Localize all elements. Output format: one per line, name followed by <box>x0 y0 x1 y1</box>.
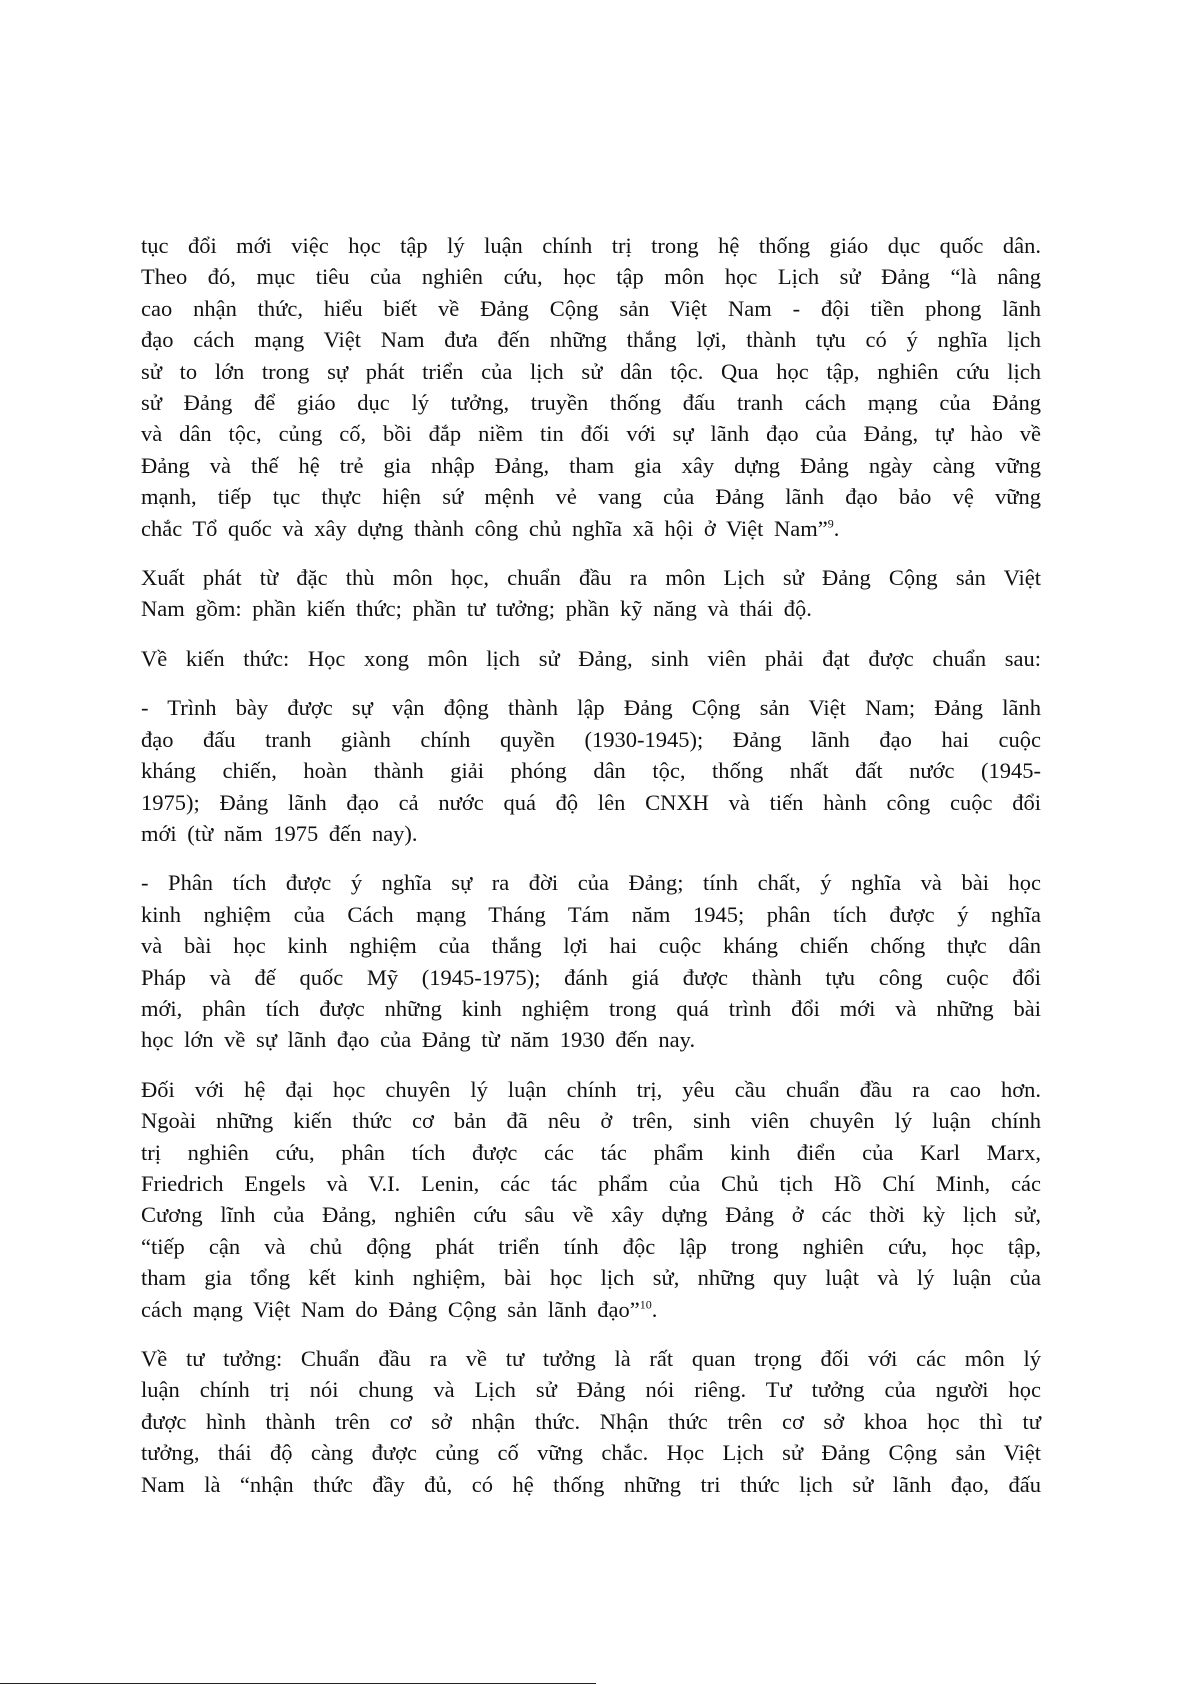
line-text: Cương lĩnh của Đảng, nghiên cứu sâu về xây dựng Đảng ở các thời kỳ lịch sử, <box>141 1202 1041 1228</box>
line-text: Pháp và đế quốc Mỹ (1945-1975); đánh giá được thành tựu công cuộc đổi <box>141 964 1041 990</box>
text-line <box>141 867 1041 898</box>
text-line <box>141 1406 1041 1437</box>
footnote-separator <box>0 1683 596 1684</box>
text-line <box>141 930 1041 961</box>
text-line <box>141 356 1041 387</box>
line-text: kháng chiến, hoàn thành giải phóng dân tộc, thống nhất đất nước (1945- <box>141 758 1041 784</box>
document-body <box>141 230 1041 1518</box>
line-text: Theo đó, mục tiêu của nghiên cứu, học tập môn học Lịch sử Đảng “là nâng <box>141 264 1041 290</box>
line-text: tưởng, thái độ càng được củng cố vững chắc. Học Lịch sử Đảng Cộng sản Việt <box>141 1440 1041 1466</box>
text-line <box>141 1024 1041 1055</box>
paragraph <box>141 867 1041 1055</box>
paragraph <box>141 643 1041 674</box>
line-text: được hình thành trên cơ sở nhận thức. Nhận thức trên cơ sở khoa học thì tư <box>141 1408 1041 1434</box>
line-text: mới, phân tích được những kinh nghiệm trong quá trình đổi mới và những bài <box>141 995 1041 1021</box>
text-line <box>141 387 1041 418</box>
text-line <box>141 1199 1041 1230</box>
paragraph <box>141 1074 1041 1325</box>
text-line <box>141 818 1041 849</box>
text-line <box>141 1074 1041 1105</box>
line-text: - Phân tích được ý nghĩa sự ra đời của Đảng; tính chất, ý nghĩa và bài học <box>141 870 1041 896</box>
line-text: cao nhận thức, hiểu biết về Đảng Cộng sản Việt Nam - đội tiền phong lãnh <box>141 295 1041 321</box>
line-text: tham gia tổng kết kinh nghiệm, bài học lịch sử, những quy luật và lý luận của <box>141 1265 1041 1291</box>
line-text: Xuất phát từ đặc thù môn học, chuẩn đầu ra môn Lịch sử Đảng Cộng sản Việt <box>141 565 1041 591</box>
text-line <box>141 593 1041 624</box>
line-text: Đối với hệ đại học chuyên lý luận chính trị, yêu cầu chuẩn đầu ra cao hơn. <box>141 1076 1041 1102</box>
text-line <box>141 1231 1041 1262</box>
line-text: sử Đảng để giáo dục lý tưởng, truyền thống đấu tranh cách mạng của Đảng <box>141 390 1041 416</box>
line-text: đạo đấu tranh giành chính quyền (1930-1945); Đảng lãnh đạo hai cuộc <box>141 726 1041 752</box>
line-text: Friedrich Engels và V.I. Lenin, các tác phẩm của Chủ tịch Hồ Chí Minh, các <box>141 1170 1041 1196</box>
text-line <box>141 993 1041 1024</box>
text-line <box>141 481 1041 512</box>
text-line <box>141 1469 1041 1500</box>
trailing-punctuation: . <box>833 515 840 541</box>
line-text: mới (từ năm 1975 đến nay). <box>141 820 418 846</box>
footnote-reference: 9 <box>827 516 834 531</box>
line-text: sử to lớn trong sự phát triển của lịch sử dân tộc. Qua học tập, nghiên cứu lịch <box>141 358 1041 384</box>
text-line <box>141 1168 1041 1199</box>
line-text: học lớn về sự lãnh đạo của Đảng từ năm 1930 đến nay. <box>141 1027 696 1053</box>
text-line <box>141 899 1041 930</box>
footnote-reference: 10 <box>639 1297 652 1312</box>
text-line <box>141 755 1041 786</box>
line-text: Nam là “nhận thức đầy đủ, có hệ thống những tri thức lịch sử lãnh đạo, đấu <box>141 1471 1041 1497</box>
line-text: Đảng và thế hệ trẻ gia nhập Đảng, tham gia xây dựng Đảng ngày càng vững <box>141 452 1041 478</box>
paragraph <box>141 1343 1041 1500</box>
line-text: kinh nghiệm của Cách mạng Tháng Tám năm 1945; phân tích được ý nghĩa <box>141 901 1041 927</box>
line-text: đạo cách mạng Việt Nam đưa đến những thắng lợi, thành tựu có ý nghĩa lịch <box>141 327 1041 353</box>
line-text: trị nghiên cứu, phân tích được các tác phẩm kinh điển của Karl Marx, <box>141 1139 1041 1165</box>
text-line <box>141 293 1041 324</box>
line-text: luận chính trị nói chung và Lịch sử Đảng nói riêng. Tư tưởng của người học <box>141 1377 1041 1403</box>
line-text: Ngoài những kiến thức cơ bản đã nêu ở trên, sinh viên chuyên lý luận chính <box>141 1108 1041 1134</box>
paragraph <box>141 692 1041 849</box>
text-line <box>141 1137 1041 1168</box>
paragraph <box>141 562 1041 625</box>
line-text: 1975); Đảng lãnh đạo cả nước quá độ lên CNXH và tiến hành công cuộc đổi <box>141 789 1041 815</box>
line-text: - Trình bày được sự vận động thành lập Đảng Cộng sản Việt Nam; Đảng lãnh <box>141 695 1041 721</box>
text-line <box>141 450 1041 481</box>
text-line <box>141 324 1041 355</box>
line-text: và dân tộc, củng cố, bồi đắp niềm tin đối với sự lãnh đạo của Đảng, tự hào về <box>141 421 1041 447</box>
text-line <box>141 724 1041 755</box>
line-text: Về kiến thức: Học xong môn lịch sử Đảng, sinh viên phải đạt được chuẩn sau: <box>141 645 1041 671</box>
text-line <box>141 562 1041 593</box>
text-line <box>141 513 1041 544</box>
text-line <box>141 1105 1041 1136</box>
line-text: tục đổi mới việc học tập lý luận chính trị trong hệ thống giáo dục quốc dân. <box>141 233 1041 258</box>
text-line <box>141 261 1041 292</box>
text-line <box>141 418 1041 449</box>
line-text: và bài học kinh nghiệm của thắng lợi hai cuộc kháng chiến chống thực dân <box>141 933 1041 959</box>
trailing-punctuation: . <box>651 1296 658 1322</box>
text-line <box>141 1262 1041 1293</box>
text-line <box>141 787 1041 818</box>
line-text: chắc Tổ quốc và xây dựng thành công chủ nghĩa xã hội ở Việt Nam” <box>141 515 828 541</box>
paragraph <box>141 230 1041 544</box>
line-text: cách mạng Việt Nam do Đảng Cộng sản lãnh đạo” <box>141 1296 640 1322</box>
line-text: mạnh, tiếp tục thực hiện sứ mệnh vẻ vang của Đảng lãnh đạo bảo vệ vững <box>141 484 1041 510</box>
text-line <box>141 643 1041 674</box>
line-text: Về tư tưởng: Chuẩn đầu ra về tư tưởng là rất quan trọng đối với các môn lý <box>141 1346 1041 1371</box>
text-line <box>141 230 1041 261</box>
text-line <box>141 962 1041 993</box>
text-line <box>141 1294 1041 1325</box>
line-text: “tiếp cận và chủ động phát triển tính độc lập trong nghiên cứu, học tập, <box>141 1233 1041 1259</box>
text-line <box>141 1437 1041 1468</box>
line-text: Nam gồm: phần kiến thức; phần tư tưởng; phần kỹ năng và thái độ. <box>141 596 812 622</box>
text-line <box>141 692 1041 723</box>
text-line <box>141 1343 1041 1374</box>
text-line <box>141 1374 1041 1405</box>
